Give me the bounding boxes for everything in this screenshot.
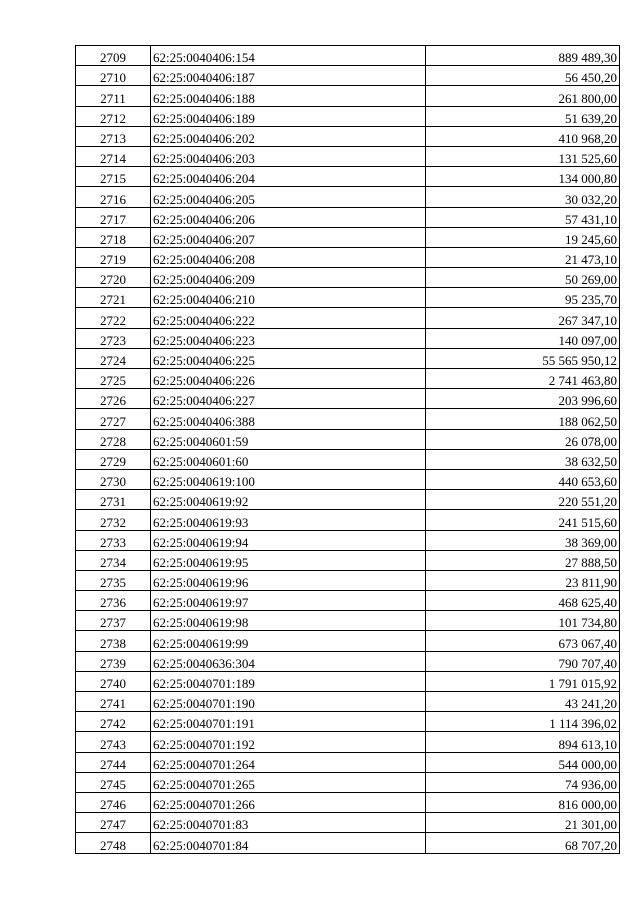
table-row xyxy=(76,86,620,106)
table-row xyxy=(76,207,620,227)
cadastral-value-cell: 1 114 396,02 xyxy=(426,712,620,732)
table-row xyxy=(76,631,620,651)
cadastral-number-cell: 62:25:0040701:189 xyxy=(151,671,426,691)
table-row xyxy=(76,510,620,530)
table-row xyxy=(76,369,620,389)
row-number-cell: 2719 xyxy=(76,247,151,267)
cadastral-number-cell: 62:25:0040701:264 xyxy=(151,752,426,772)
cadastral-number-cell: 62:25:0040636:304 xyxy=(151,651,426,671)
cadastral-value-cell: 19 245,60 xyxy=(426,227,620,247)
cadastral-value-cell: 51 639,20 xyxy=(426,106,620,126)
cadastral-number-cell: 62:25:0040406:208 xyxy=(151,247,426,267)
cadastral-value-cell: 410 968,20 xyxy=(426,126,620,146)
row-number-cell: 2718 xyxy=(76,227,151,247)
cadastral-number-cell: 62:25:0040406:210 xyxy=(151,288,426,308)
row-number-cell: 2724 xyxy=(76,348,151,368)
row-number-cell: 2728 xyxy=(76,429,151,449)
row-number-cell: 2713 xyxy=(76,126,151,146)
table-row xyxy=(76,712,620,732)
table-row xyxy=(76,268,620,288)
cadastral-value-cell: 1 791 015,92 xyxy=(426,671,620,691)
cadastral-number-cell: 62:25:0040406:209 xyxy=(151,268,426,288)
cadastral-value-cell: 267 347,10 xyxy=(426,308,620,328)
cadastral-number-cell: 62:25:0040406:226 xyxy=(151,369,426,389)
table-row xyxy=(76,46,620,66)
table-row xyxy=(76,530,620,550)
cadastral-number-cell: 62:25:0040406:222 xyxy=(151,308,426,328)
table-row xyxy=(76,126,620,146)
cadastral-value-cell: 440 653,60 xyxy=(426,469,620,489)
cadastral-value-cell: 27 888,50 xyxy=(426,550,620,570)
cadastral-value-cell: 56 450,20 xyxy=(426,66,620,86)
table-row xyxy=(76,348,620,368)
cadastral-value-cell: 50 269,00 xyxy=(426,268,620,288)
table-row xyxy=(76,308,620,328)
cadastral-number-cell: 62:25:0040406:188 xyxy=(151,86,426,106)
cadastral-value-cell: 57 431,10 xyxy=(426,207,620,227)
cadastral-value-cell: 74 936,00 xyxy=(426,772,620,792)
row-number-cell: 2709 xyxy=(76,46,151,66)
table-row xyxy=(76,429,620,449)
table-row xyxy=(76,671,620,691)
row-number-cell: 2729 xyxy=(76,449,151,469)
cadastral-value-cell: 38 632,50 xyxy=(426,449,620,469)
cadastral-number-cell: 62:25:0040406:205 xyxy=(151,187,426,207)
row-number-cell: 2725 xyxy=(76,369,151,389)
row-number-cell: 2712 xyxy=(76,106,151,126)
cadastral-number-cell: 62:25:0040619:97 xyxy=(151,591,426,611)
row-number-cell: 2745 xyxy=(76,772,151,792)
row-number-cell: 2731 xyxy=(76,490,151,510)
cadastral-value-cell: 21 473,10 xyxy=(426,247,620,267)
row-number-cell: 2714 xyxy=(76,146,151,166)
table-row xyxy=(76,187,620,207)
cadastral-number-cell: 62:25:0040601:59 xyxy=(151,429,426,449)
table-row xyxy=(76,449,620,469)
row-number-cell: 2742 xyxy=(76,712,151,732)
table-row xyxy=(76,106,620,126)
table-row xyxy=(76,813,620,833)
table-row xyxy=(76,227,620,247)
cadastral-number-cell: 62:25:0040406:203 xyxy=(151,146,426,166)
row-number-cell: 2737 xyxy=(76,611,151,631)
cadastral-value-cell: 220 551,20 xyxy=(426,490,620,510)
cadastral-value-cell: 544 000,00 xyxy=(426,752,620,772)
table-row xyxy=(76,772,620,792)
row-number-cell: 2735 xyxy=(76,570,151,590)
cadastral-value-cell: 889 489,30 xyxy=(426,46,620,66)
cadastral-value-cell: 2 741 463,80 xyxy=(426,369,620,389)
cadastral-number-cell: 62:25:0040701:265 xyxy=(151,772,426,792)
table-row xyxy=(76,490,620,510)
cadastral-number-cell: 62:25:0040619:96 xyxy=(151,570,426,590)
table-row xyxy=(76,570,620,590)
cadastral-value-cell: 55 565 950,12 xyxy=(426,348,620,368)
cadastral-number-cell: 62:25:0040601:60 xyxy=(151,449,426,469)
cadastral-number-cell: 62:25:0040406:204 xyxy=(151,167,426,187)
table-row xyxy=(76,328,620,348)
row-number-cell: 2732 xyxy=(76,510,151,530)
cadastral-value-cell: 43 241,20 xyxy=(426,692,620,712)
row-number-cell: 2717 xyxy=(76,207,151,227)
row-number-cell: 2721 xyxy=(76,288,151,308)
cadastral-number-cell: 62:25:0040406:227 xyxy=(151,389,426,409)
table-row xyxy=(76,591,620,611)
cadastral-value-cell: 68 707,20 xyxy=(426,833,620,853)
row-number-cell: 2747 xyxy=(76,813,151,833)
cadastral-number-cell: 62:25:0040406:225 xyxy=(151,348,426,368)
cadastral-number-cell: 62:25:0040406:206 xyxy=(151,207,426,227)
cadastral-value-cell: 140 097,00 xyxy=(426,328,620,348)
row-number-cell: 2720 xyxy=(76,268,151,288)
table-row xyxy=(76,247,620,267)
row-number-cell: 2716 xyxy=(76,187,151,207)
cadastral-value-cell: 101 734,80 xyxy=(426,611,620,631)
cadastral-number-cell: 62:25:0040701:266 xyxy=(151,792,426,812)
cadastral-value-cell: 468 625,40 xyxy=(426,591,620,611)
cadastral-number-cell: 62:25:0040619:92 xyxy=(151,490,426,510)
table-row xyxy=(76,792,620,812)
cadastral-number-cell: 62:25:0040701:192 xyxy=(151,732,426,752)
row-number-cell: 2733 xyxy=(76,530,151,550)
row-number-cell: 2710 xyxy=(76,66,151,86)
row-number-cell: 2736 xyxy=(76,591,151,611)
cadastral-value-cell: 23 811,90 xyxy=(426,570,620,590)
cadastral-value-cell: 241 515,60 xyxy=(426,510,620,530)
cadastral-number-cell: 62:25:0040406:154 xyxy=(151,46,426,66)
table-body xyxy=(76,46,620,854)
cadastral-value-cell: 38 369,00 xyxy=(426,530,620,550)
row-number-cell: 2726 xyxy=(76,389,151,409)
table-row xyxy=(76,651,620,671)
row-number-cell: 2723 xyxy=(76,328,151,348)
row-number-cell: 2738 xyxy=(76,631,151,651)
table-row xyxy=(76,611,620,631)
cadastral-number-cell: 62:25:0040406:202 xyxy=(151,126,426,146)
table-row xyxy=(76,409,620,429)
table-row xyxy=(76,66,620,86)
cadastral-number-cell: 62:25:0040619:94 xyxy=(151,530,426,550)
table-row xyxy=(76,389,620,409)
cadastral-number-cell: 62:25:0040619:100 xyxy=(151,469,426,489)
cadastral-number-cell: 62:25:0040406:223 xyxy=(151,328,426,348)
cadastral-number-cell: 62:25:0040406:187 xyxy=(151,66,426,86)
cadastral-number-cell: 62:25:0040619:95 xyxy=(151,550,426,570)
table-row xyxy=(76,692,620,712)
cadastral-number-cell: 62:25:0040701:191 xyxy=(151,712,426,732)
cadastral-value-cell: 131 525,60 xyxy=(426,146,620,166)
cadastral-value-cell: 95 235,70 xyxy=(426,288,620,308)
cadastral-number-cell: 62:25:0040619:99 xyxy=(151,631,426,651)
row-number-cell: 2722 xyxy=(76,308,151,328)
table-row xyxy=(76,752,620,772)
cadastral-value-cell: 134 000,80 xyxy=(426,167,620,187)
row-number-cell: 2744 xyxy=(76,752,151,772)
cadastral-value-cell: 790 707,40 xyxy=(426,651,620,671)
cadastral-value-cell: 673 067,40 xyxy=(426,631,620,651)
cadastral-number-cell: 62:25:0040619:93 xyxy=(151,510,426,530)
cadastral-number-cell: 62:25:0040701:84 xyxy=(151,833,426,853)
row-number-cell: 2748 xyxy=(76,833,151,853)
cadastral-value-cell: 894 613,10 xyxy=(426,732,620,752)
cadastral-number-cell: 62:25:0040701:190 xyxy=(151,692,426,712)
row-number-cell: 2734 xyxy=(76,550,151,570)
cadastral-number-cell: 62:25:0040406:189 xyxy=(151,106,426,126)
cadastral-value-cell: 816 000,00 xyxy=(426,792,620,812)
cadastral-value-cell: 30 032,20 xyxy=(426,187,620,207)
cadastral-number-cell: 62:25:0040619:98 xyxy=(151,611,426,631)
table-row xyxy=(76,167,620,187)
row-number-cell: 2743 xyxy=(76,732,151,752)
table-row xyxy=(76,288,620,308)
cadastral-value-cell: 261 800,00 xyxy=(426,86,620,106)
cadastral-value-table xyxy=(75,45,620,854)
cadastral-number-cell: 62:25:0040701:83 xyxy=(151,813,426,833)
cadastral-value-cell: 203 996,60 xyxy=(426,389,620,409)
table-row xyxy=(76,146,620,166)
row-number-cell: 2715 xyxy=(76,167,151,187)
cadastral-number-cell: 62:25:0040406:388 xyxy=(151,409,426,429)
cadastral-value-cell: 21 301,00 xyxy=(426,813,620,833)
row-number-cell: 2711 xyxy=(76,86,151,106)
table-row xyxy=(76,550,620,570)
table-row xyxy=(76,833,620,853)
row-number-cell: 2730 xyxy=(76,469,151,489)
table-row xyxy=(76,732,620,752)
row-number-cell: 2727 xyxy=(76,409,151,429)
row-number-cell: 2741 xyxy=(76,692,151,712)
cadastral-value-cell: 26 078,00 xyxy=(426,429,620,449)
cadastral-value-cell: 188 062,50 xyxy=(426,409,620,429)
table-row xyxy=(76,469,620,489)
cadastral-number-cell: 62:25:0040406:207 xyxy=(151,227,426,247)
row-number-cell: 2739 xyxy=(76,651,151,671)
row-number-cell: 2740 xyxy=(76,671,151,691)
row-number-cell: 2746 xyxy=(76,792,151,812)
